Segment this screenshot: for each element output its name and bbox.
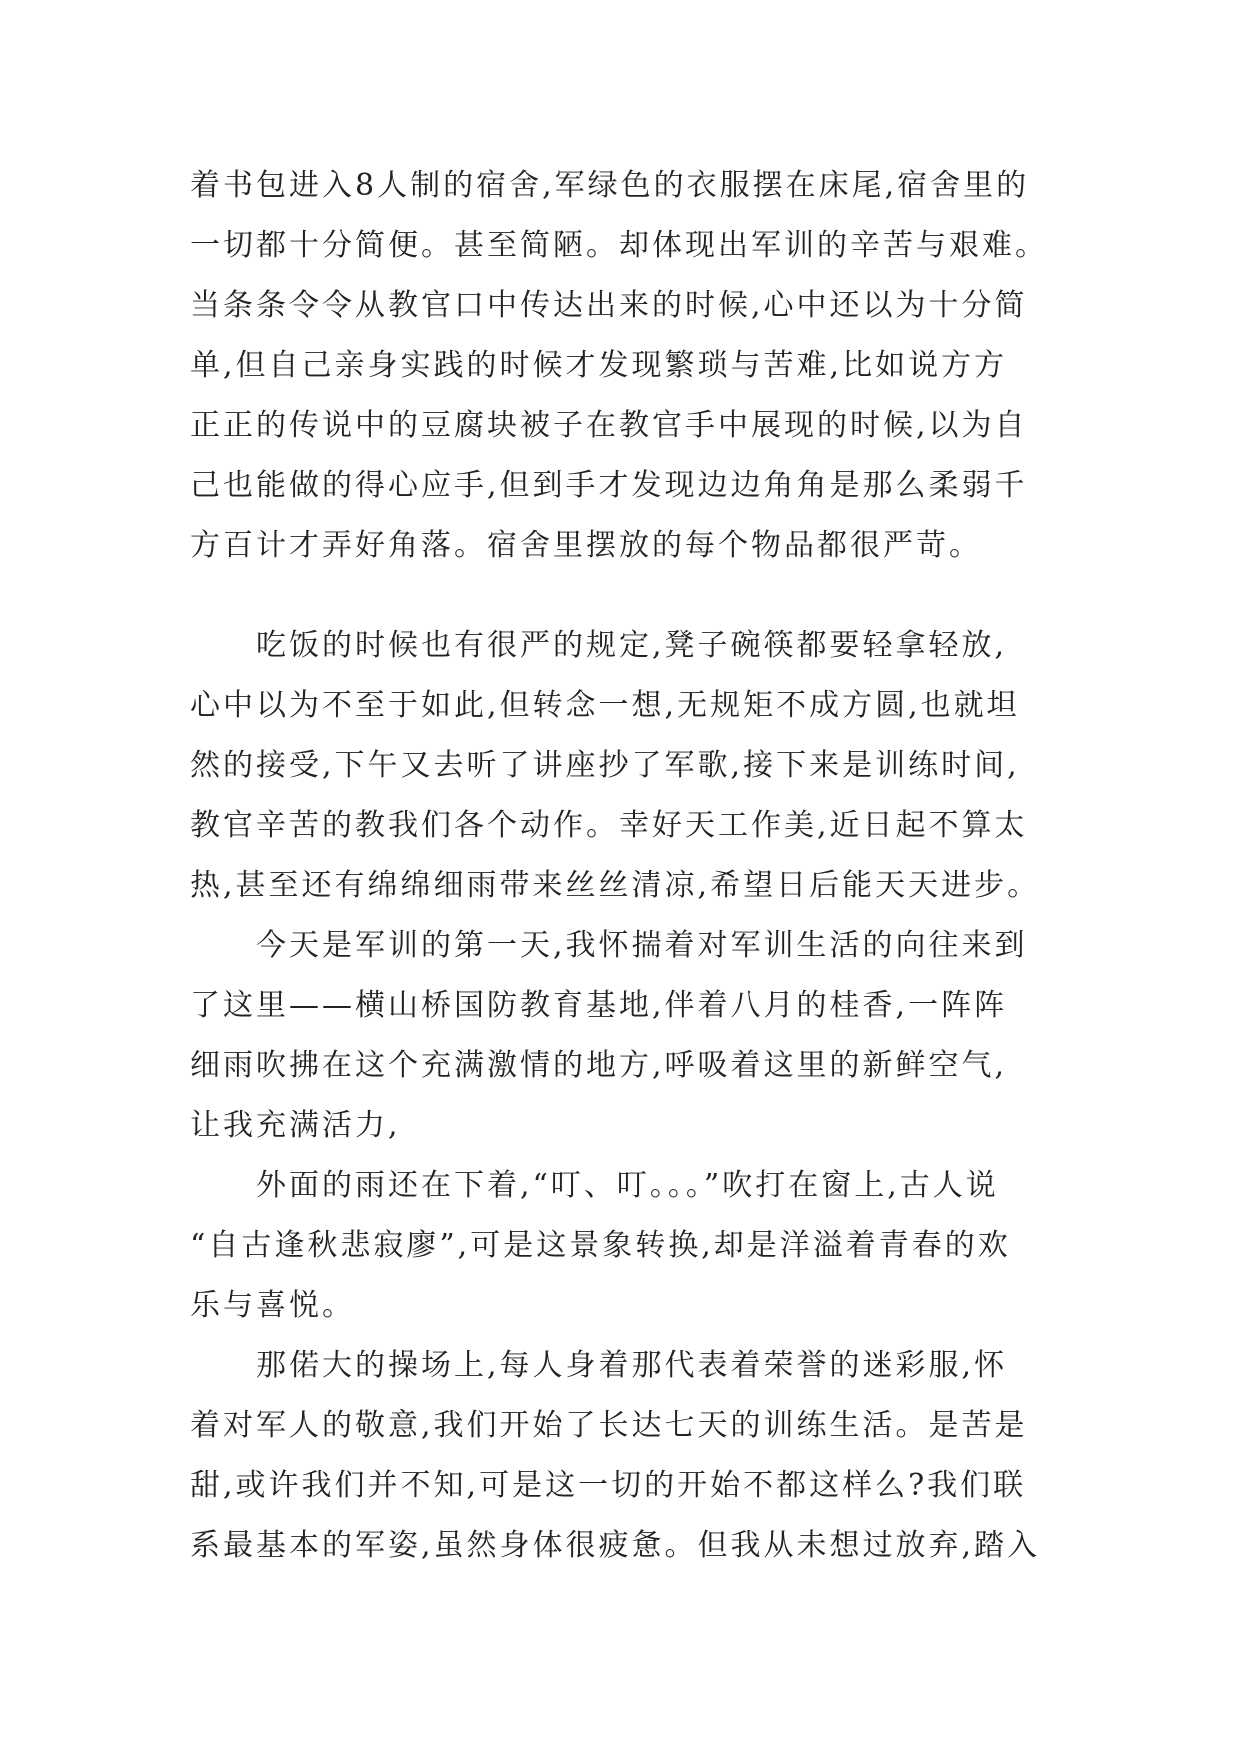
- text-line: 了这里——横山桥国防教育基地,伴着八月的桂香,一阵阵: [190, 988, 1008, 1023]
- text-line: 甜,或许我们并不知,可是这一切的开始不都这样么?我们联: [190, 1468, 1027, 1503]
- text-line: 着书包进入8人制的宿舍,军绿色的衣服摆在床尾,宿舍里的: [190, 168, 1030, 203]
- text-line: 吃饭的时候也有很严的规定,凳子碗筷都要轻拿轻放,: [256, 628, 1008, 663]
- paragraph-dormitory: [190, 156, 1060, 576]
- text-line: 那偌大的操场上,每人身着那代表着荣誉的迷彩服,怀: [256, 1348, 1008, 1383]
- text-line: 外面的雨还在下着,“叮、叮。。。”吹打在窗上,古人说: [256, 1168, 999, 1203]
- text-line: 己也能做的得心应手,但到手才发现边边角角是那么柔弱千: [190, 468, 1028, 503]
- text-line: 乐与喜悦。: [190, 1288, 355, 1323]
- text-line: 热,甚至还有绵绵细雨带来丝丝清凉,希望日后能天天进步。: [190, 868, 1041, 903]
- text-line: 正正的传说中的豆腐块被子在教官手中展现的时候,以为自: [190, 408, 1028, 443]
- text-line: 系最基本的军姿,虽然身体很疲惫。但我从未想过放弃,踏入: [190, 1528, 1041, 1563]
- text-line: “自古逢秋悲寂廖”,可是这景象转换,却是洋溢着青春的欢: [190, 1228, 1011, 1263]
- text-line: 方百计才弄好角落。宿舍里摆放的每个物品都很严苛。: [190, 528, 982, 563]
- text-line: 让我充满活力,: [190, 1108, 401, 1143]
- text-line: 教官辛苦的教我们各个动作。幸好天工作美,近日起不算太: [190, 808, 1028, 843]
- text-line: 心中以为不至于如此,但转念一想,无规矩不成方圆,也就坦: [190, 688, 1020, 723]
- text-line: 着对军人的敬意,我们开始了长达七天的训练生活。是苦是: [190, 1408, 1028, 1443]
- paragraphs-training: [190, 616, 1060, 1576]
- text-line: 细雨吹拂在这个充满激情的地方,呼吸着这里的新鲜空气,: [190, 1048, 1008, 1083]
- text-line: 今天是军训的第一天,我怀揣着对军训生活的向往来到: [256, 928, 1028, 963]
- text-line: 单,但自己亲身实践的时候才发现繁琐与苦难,比如说方方: [190, 348, 1008, 383]
- text-line: 当条条令令从教官口中传达出来的时候,心中还以为十分简: [190, 288, 1028, 323]
- text-line: 一切都十分简便。甚至简陋。却体现出军训的辛苦与艰难。: [190, 228, 1048, 263]
- text-line: 然的接受,下午又去听了讲座抄了军歌,接下来是训练时间,: [190, 748, 1020, 783]
